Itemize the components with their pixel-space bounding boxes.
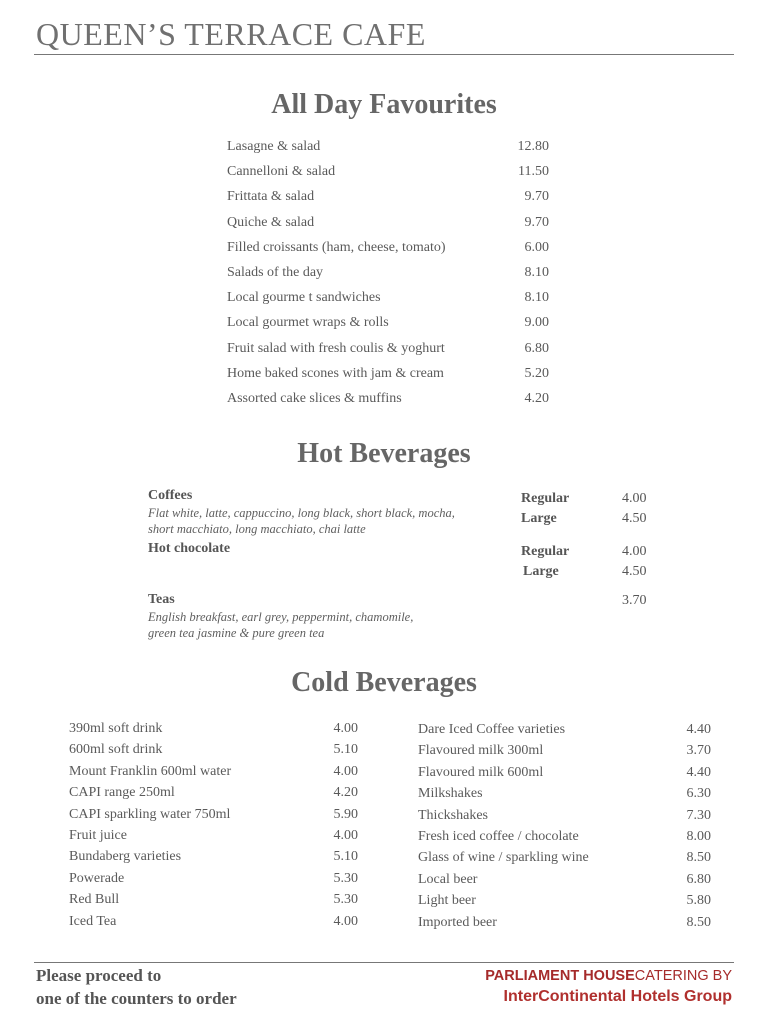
menu-item-name: Filled croissants (ham, cheese, tomato)	[227, 239, 446, 255]
menu-item-price: 9.70	[524, 214, 549, 230]
menu-item-row	[69, 848, 358, 869]
menu-item-price: 4.00	[333, 721, 358, 736]
menu-item-price: 4.20	[333, 785, 358, 801]
menu-item-price: 5.30	[333, 892, 358, 908]
menu-item-row	[69, 870, 358, 891]
menu-item-name: Fruit juice	[69, 827, 127, 843]
menu-item-row	[418, 871, 711, 892]
hot-chocolate-large-price: 4.50	[622, 564, 647, 579]
menu-item-price: 4.40	[686, 722, 711, 737]
menu-item-row	[227, 390, 549, 415]
menu-item-row	[69, 891, 358, 912]
cold-list-right	[418, 721, 711, 935]
hot-chocolate-regular-price: 4.00	[622, 544, 647, 559]
coffees-description-line: Flat white, latte, cappuccino, long black, short black, mocha,	[148, 506, 455, 520]
menu-item-row	[418, 914, 711, 935]
menu-item-row	[227, 314, 549, 339]
menu-item-price: 5.90	[333, 806, 358, 822]
menu-item-price: 9.00	[524, 315, 549, 331]
menu-item-name: Flavoured milk 600ml	[418, 764, 544, 780]
menu-item-name: Iced Tea	[69, 913, 117, 929]
menu-item-row	[69, 784, 358, 805]
menu-item-row	[227, 163, 549, 188]
menu-item-row	[69, 827, 358, 848]
menu-item-name: Salads of the day	[227, 264, 324, 280]
menu-item-price: 4.00	[333, 913, 358, 929]
menu-item-price: 4.20	[524, 390, 549, 406]
menu-item-price: 9.70	[524, 189, 549, 205]
menu-item-name: CAPI range 250ml	[69, 785, 175, 801]
menu-item-row	[69, 806, 358, 827]
favourites-list	[227, 138, 549, 415]
menu-item-name: Frittata & salad	[227, 189, 315, 205]
menu-item-name: 600ml soft drink	[69, 742, 163, 758]
cafe-title: QUEEN’S TERRACE CAFE	[36, 16, 426, 52]
brand-logo	[485, 966, 732, 1008]
cold-beverages-title: Cold Beverages	[291, 667, 477, 698]
hot-beverages-title: Hot Beverages	[297, 438, 471, 469]
menu-item-row	[227, 289, 549, 314]
menu-item-name: Red Bull	[69, 892, 120, 908]
menu-item-price: 5.10	[333, 849, 358, 865]
order-instructions	[36, 964, 237, 1010]
menu-item-price: 11.50	[518, 164, 549, 180]
footer-divider	[34, 962, 734, 963]
menu-item-row	[227, 365, 549, 390]
menu-item-name: Imported beer	[418, 914, 497, 930]
menu-item-row	[69, 763, 358, 784]
coffees-large-label: Large	[521, 511, 557, 526]
menu-item-row	[69, 741, 358, 762]
order-instructions-line: Please proceed to	[36, 966, 162, 985]
coffees-regular-price: 4.00	[622, 491, 647, 506]
teas-description-line: green tea jasmine & pure green tea	[148, 626, 325, 640]
hot-chocolate-name: Hot chocolate	[148, 541, 231, 556]
menu-item-row	[69, 913, 358, 934]
menu-item-price: 6.00	[524, 239, 549, 255]
menu-item-price: 5.80	[686, 893, 711, 909]
menu-item-price: 3.70	[686, 743, 711, 759]
menu-item-name: Quiche & salad	[227, 214, 315, 230]
menu-item-price: 5.10	[333, 742, 358, 758]
menu-item-price: 12.80	[517, 139, 549, 154]
menu-item-price: 4.00	[333, 763, 358, 779]
menu-item-price: 4.40	[686, 764, 711, 780]
hot-chocolate-large-label: Large	[523, 564, 559, 579]
cold-list-left	[69, 720, 358, 934]
menu-item-name: 390ml soft drink	[69, 721, 163, 736]
menu-item-row	[418, 892, 711, 913]
menu-item-name: Mount Franklin 600ml water	[69, 763, 232, 779]
coffees-description-line: short macchiato, long macchiato, chai latte	[148, 522, 366, 536]
menu-item-price: 6.80	[686, 871, 711, 887]
menu-item-row	[227, 340, 549, 365]
menu-item-price: 6.30	[686, 786, 711, 802]
menu-item-row	[227, 264, 549, 289]
menu-item-price: 5.30	[333, 870, 358, 886]
menu-item-name: Thickshakes	[418, 807, 488, 823]
brand-name: PARLIAMENT HOUSE	[485, 968, 635, 984]
menu-item-row	[418, 807, 711, 828]
menu-item-row	[227, 188, 549, 213]
favourites-title: All Day Favourites	[271, 89, 497, 120]
menu-item-row	[418, 828, 711, 849]
menu-item-name: Cannelloni & salad	[227, 164, 336, 180]
menu-item-price: 8.00	[686, 828, 711, 844]
menu-item-row	[418, 764, 711, 785]
teas-price: 3.70	[622, 593, 647, 608]
menu-item-row	[227, 239, 549, 264]
menu-item-name: Fresh iced coffee / chocolate	[418, 828, 579, 844]
menu-item-price: 7.30	[686, 807, 711, 823]
menu-item-row	[418, 785, 711, 806]
menu-item-row	[418, 742, 711, 763]
menu-item-name: Local beer	[418, 871, 478, 887]
brand-line	[485, 966, 732, 986]
order-instructions-line: one of the counters to order	[36, 989, 237, 1008]
menu-item-name: Milkshakes	[418, 786, 483, 802]
teas-name: Teas	[148, 592, 175, 607]
coffees-name: Coffees	[148, 488, 193, 503]
menu-item-row	[227, 214, 549, 239]
menu-item-row	[227, 138, 549, 163]
menu-item-name: Lasagne & salad	[227, 139, 321, 154]
menu-item-name: Local gourme t sandwiches	[227, 290, 381, 306]
menu-item-name: CAPI sparkling water 750ml	[69, 806, 231, 822]
menu-item-name: Dare Iced Coffee varieties	[418, 722, 566, 737]
menu-item-name: Home baked scones with jam & cream	[227, 365, 444, 381]
menu-item-price: 8.10	[524, 264, 549, 280]
coffees-description	[148, 505, 478, 537]
menu-item-row	[418, 849, 711, 870]
menu-item-name: Bundaberg varieties	[69, 849, 182, 865]
hot-chocolate-regular-label: Regular	[521, 544, 570, 559]
menu-item-row	[418, 721, 711, 742]
coffees-large-price: 4.50	[622, 511, 647, 526]
brand-catering-by: CATERING BY	[634, 968, 732, 984]
menu-item-name: Light beer	[418, 893, 476, 909]
header-divider	[34, 54, 734, 55]
menu-item-price: 8.50	[686, 850, 711, 866]
menu-item-price: 5.20	[524, 365, 549, 381]
menu-item-row	[69, 720, 358, 741]
menu-item-price: 4.00	[333, 827, 358, 843]
teas-description-line: English breakfast, earl grey, peppermint, chamomile,	[148, 610, 414, 624]
menu-item-name: Flavoured milk 300ml	[418, 743, 544, 759]
teas-description	[148, 609, 478, 641]
menu-item-name: Local gourmet wraps & rolls	[227, 315, 389, 331]
menu-item-name: Fruit salad with fresh coulis & yoghurt	[227, 340, 445, 356]
menu-item-name: Assorted cake slices & muffins	[227, 390, 402, 406]
coffees-regular-label: Regular	[521, 491, 570, 506]
menu-item-price: 6.80	[524, 340, 549, 356]
menu-item-name: Glass of wine / sparkling wine	[418, 850, 589, 866]
menu-item-name: Powerade	[69, 870, 125, 886]
brand-group: InterContinental Hotels Group	[503, 988, 732, 1005]
menu-item-price: 8.50	[686, 914, 711, 930]
menu-item-price: 8.10	[524, 290, 549, 306]
